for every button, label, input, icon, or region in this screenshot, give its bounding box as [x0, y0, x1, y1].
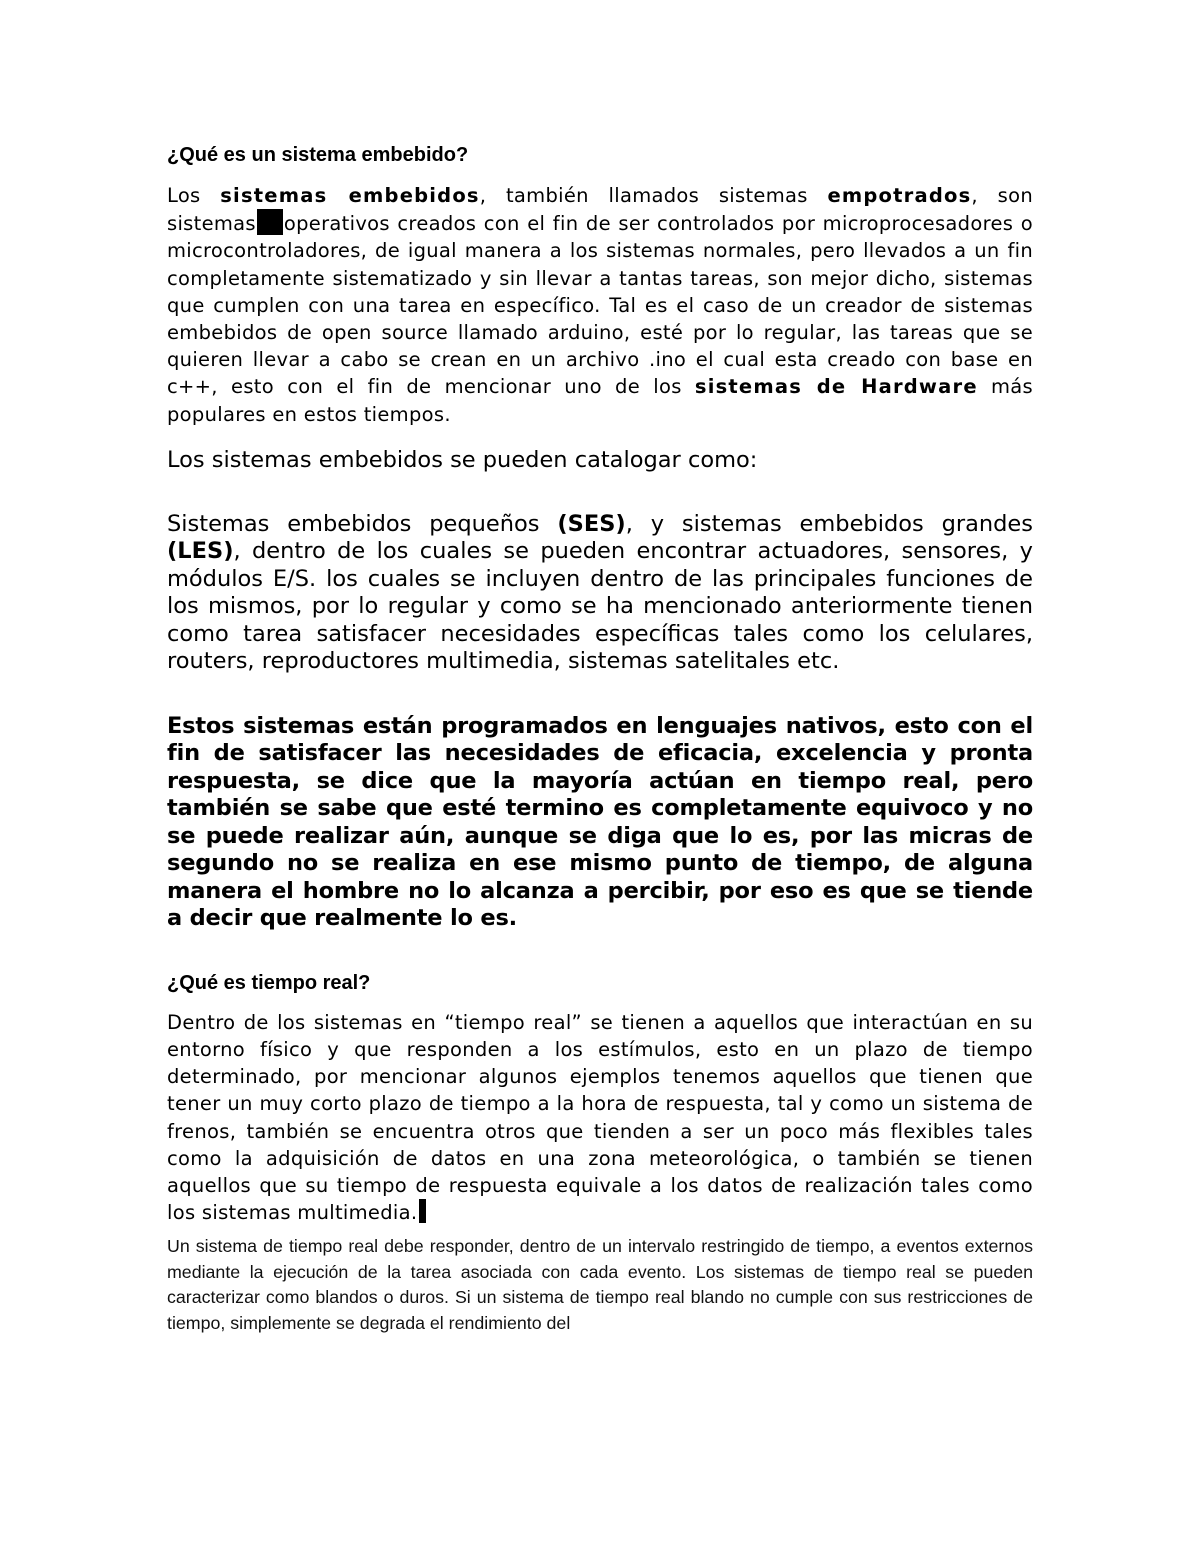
paragraph-real-time-response: Un sistema de tiempo real debe responder, dentro de un intervalo restringido de tiempo, a eventos externos mediante la ejecución de la tarea asociada con cada evento. Los sistemas de tiempo real se pueden caracterizar como blandos o duros. Si un sistema de tiempo real blando no cumple con sus restricciones de tiempo, simplemente se degrada el rendimiento del — [167, 1236, 1033, 1333]
text-cursor — [419, 1199, 426, 1223]
document-body — [167, 141, 1033, 1336]
bold-term-sistemas-embebidos: sistemas embebidos — [220, 184, 480, 207]
heading-real-time: ¿Qué es tiempo real? — [167, 971, 371, 994]
bold-term-empotrados: empotrados — [827, 184, 972, 207]
text-run: operativos creados con el fin de ser controlados por microprocesadores o microcontroladores, de igual manera a los sistemas normales, pero llevados a un fin completamente sistematizado y sin llevar a tantas tareas, son mejor dicho, sistemas que cumplen con una tarea en específico. Tal es el caso de un creador de sistemas embebidos de open source llamado arduino, esté por lo regular, las tareas que se quieren llevar a cabo se crean en un archivo .ino el cual esta creado con base en c++, esto con el fin de mencionar uno de los — [167, 212, 1033, 399]
text-run: , también llamados sistemas — [479, 184, 828, 207]
text-run: , dentro de los cuales se pueden encontrar actuadores, sensores, y módulos E/S. los cuales se incluyen dentro de las principales funciones de los mismos, por lo regular y como se ha mencionado anteriormente tienen como tarea satisfacer necesidades específicas tales como los celulares, routers, reproductores multimedia, sistemas satelitales etc. — [167, 538, 1033, 675]
text-run: , y sistemas embebidos grandes — [625, 510, 1033, 537]
redaction-block — [257, 209, 283, 235]
bold-term-les: (LES) — [167, 538, 234, 565]
paragraph-ses-les — [167, 511, 1033, 676]
subheading-catalog: Los sistemas embebidos se pueden catalogar como: — [167, 446, 758, 473]
text-run: Dentro de los sistemas en “tiempo real” se tienen a aquellos que interactúan en su entorno físico y que responden a los estímulos, esto en un plazo de tiempo determinado, por mencionar algunos ejemplos tenemos aquellos que tienen que tener un muy corto plazo de tiempo a la hora de respuesta, tal y como un sistema de frenos, también se encuentra otros que tienden a ser un poco más flexibles tales como la adquisición de datos en una zona meteorológica, o también se tienen aquellos que su tiempo de respuesta equivale a los datos de realización tales como los sistemas multimedia. — [167, 1010, 1033, 1225]
heading-embedded-system: ¿Qué es un sistema embebido? — [167, 144, 469, 166]
text-run: Sistemas embebidos pequeños — [167, 510, 558, 537]
paragraph-native-languages: Estos sistemas están programados en lenguajes nativos, esto con el fin de satisfacer las necesidades de eficacia, excelencia y pronta respuesta, se dice que la mayoría actúan en tiempo real, pero también se sabe que esté termino es completamente equivoco y no se puede realizar aún, aunque se diga que lo es, por las micras de segundo no se realiza en ese mismo punto de tiempo, de alguna manera el hombre no lo alcanza a percibir, por eso es que se tiende a decir que realmente lo es. — [167, 712, 1033, 932]
text-run: más populares en estos tiempos. — [167, 375, 1033, 426]
bold-term-ses: (SES) — [557, 510, 626, 537]
paragraph-real-time-definition — [167, 1009, 1033, 1227]
text-run: Los — [167, 184, 221, 207]
bold-term-sistemas-de-hardware: sistemas de Hardware — [694, 375, 978, 399]
paragraph-embedded-definition — [167, 182, 1033, 428]
text-run: , son sistemas — [167, 184, 1033, 236]
